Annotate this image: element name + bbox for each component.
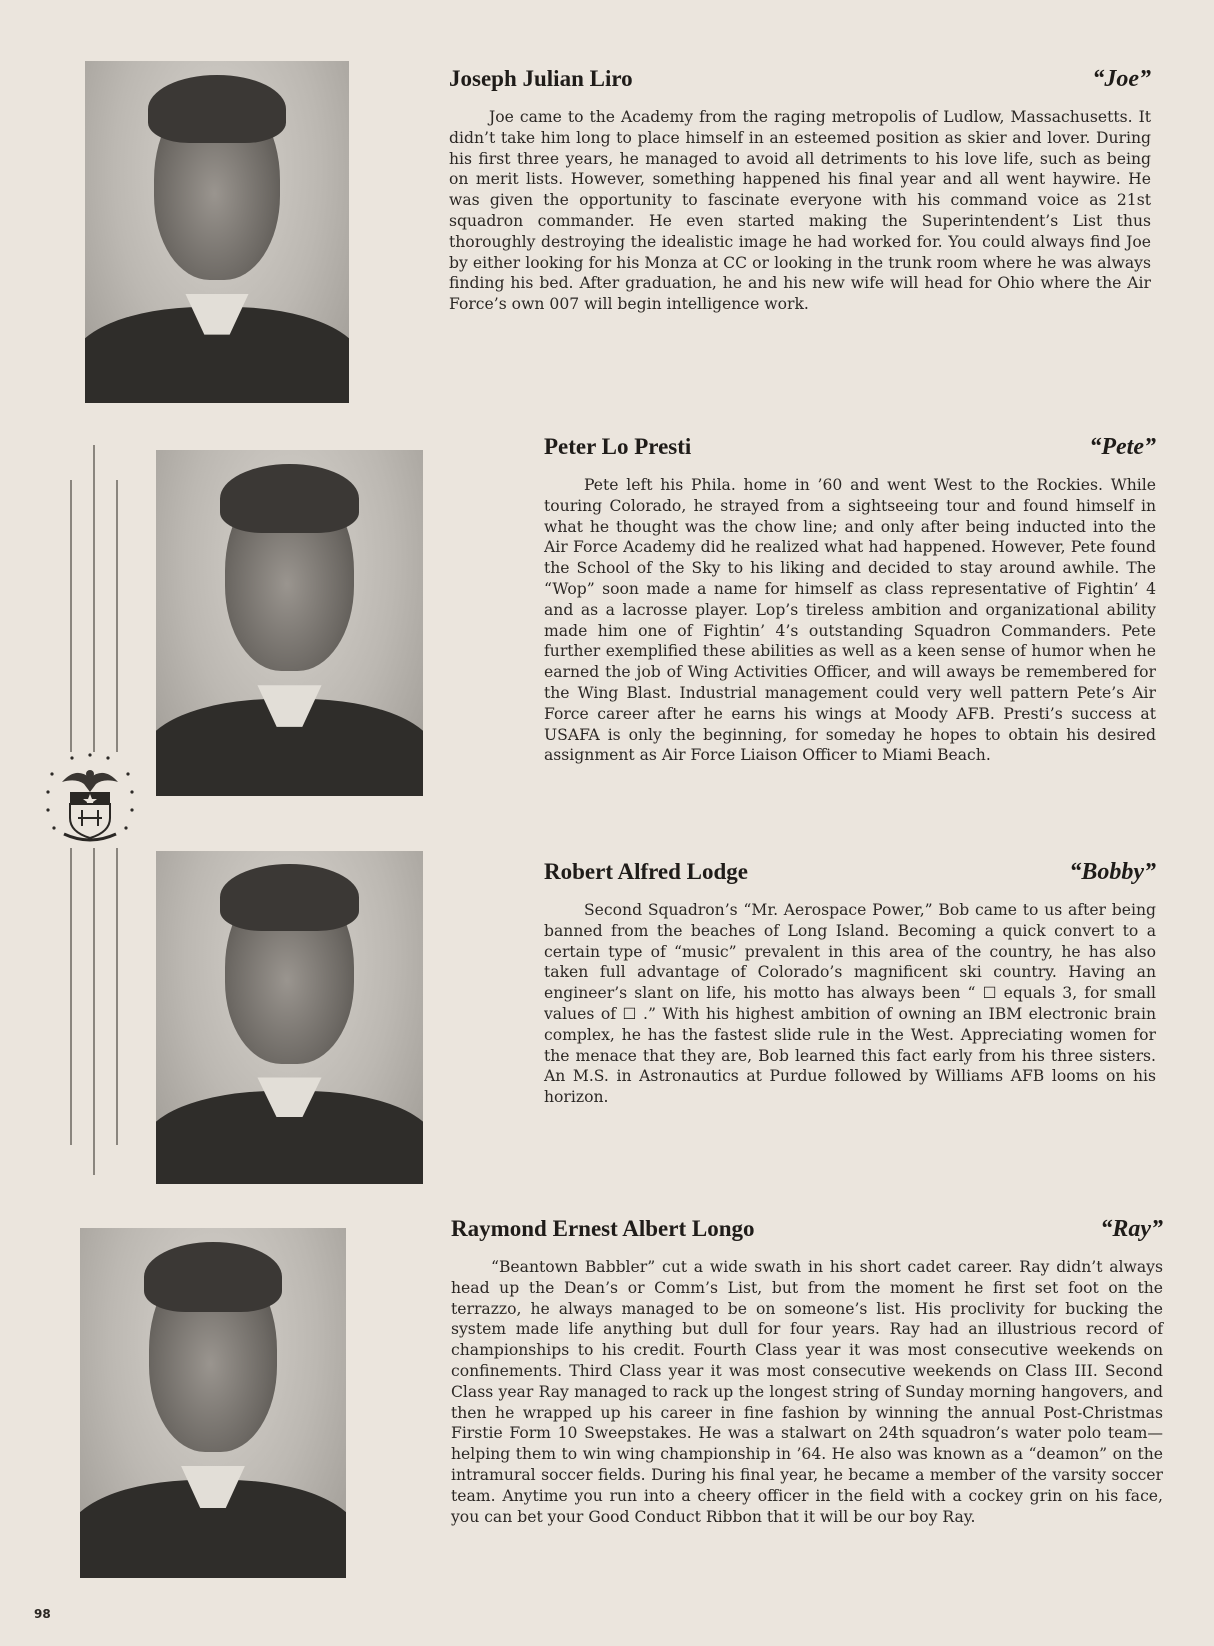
entry-header xyxy=(544,434,1156,461)
cadet-name: Raymond Ernest Albert Longo xyxy=(451,1216,755,1241)
cadet-bio: Pete left his Phila. home in ’60 and went West to the Rockies. While touring Colorado, he strayed from a sightseeing tour and found himself in what he thought was the chow line; and only after being inducted into the Air Force Academy did he realized what had happened. However, Pete found the School of the Sky to his liking and decided to stay around awhile. The “Wop” soon made a name for himself as class representative of Fightin’ 4 and as a lacrosse player. Lop’s tireless ambition and organizational ability made him one of Fightin’ 4’s outstanding Squadron Commanders. Pete further exemplified these abilities as well as a keen sense of humor when he earned the job of Wing Activities Officer, and will aways be remembered for the Wing Blast. Industrial management could very well pattern Pete’s Air Force career after he earns his wings at Moody AFB. Presti’s success at USAFA is only the beginning, for someday he hopes to obtain his desired assignment as Air Force Liaison Officer to Miami Beach. xyxy=(544,476,1156,765)
cadet-entry-lodge xyxy=(544,859,1156,1108)
cadet-photo-lo-presti xyxy=(156,450,423,796)
entry-header xyxy=(449,66,1151,93)
cadet-entry-lo-presti xyxy=(544,434,1156,766)
cadet-entry-longo xyxy=(451,1216,1163,1527)
cadet-bio: Joe came to the Academy from the raging metropolis of Ludlow, Massachusetts. It didn’t take him long to place himself in an esteemed position as skier and lover. During his first three years, he managed to avoid all detriments to his love life, such as being on merit lists. However, something happened his final year and all went haywire. He was given the opportunity to fascinate everyone with his command voice as 21st squadron commander. He even started making the Superintendent’s List thus thoroughly destroying the idealistic image he had worked for. You could always find Joe by either looking for his Monza at CC or looking in the trunk room where he was always finding his bed. After graduation, he and his new wife will head for Ohio where the Air Force’s own 007 will begin intelligence work. xyxy=(449,108,1151,314)
entry-header xyxy=(451,1216,1163,1243)
cadet-nickname: “Pete” xyxy=(1089,434,1156,460)
cadet-bio: Second Squadron’s “Mr. Aerospace Power,” Bob came to us after being banned from the beaches of Long Island. Becoming a quick convert to a certain type of “music” prevalent in this area of the country, he has also taken full advantage of Colorado’s magnificent ski country. Having an engineer’s slant on life, his motto has always been “ ☐ equals 3, for small values of ☐ .” With his highest ambition of owning an IBM electronic brain complex, he has the fastest slide rule in the West. Appreciating women for the menace that they are, Bob learned this fact early from his three sisters. An M.S. in Astronautics at Purdue followed by Williams AFB looms on his horizon. xyxy=(544,901,1156,1107)
cadet-entry-liro xyxy=(449,66,1151,315)
cadet-name: Robert Alfred Lodge xyxy=(544,859,749,884)
page-number: 98 xyxy=(34,1607,51,1621)
cadet-name: Peter Lo Presti xyxy=(544,434,692,459)
cadet-nickname: “Ray” xyxy=(1100,1216,1163,1242)
cadet-nickname: “Bobby” xyxy=(1069,859,1156,885)
cadet-photo-liro xyxy=(85,61,349,403)
cadet-photo-longo xyxy=(80,1228,346,1578)
cadet-bio: “Beantown Babbler” cut a wide swath in his short cadet career. Ray didn’t always head up the Dean’s or Comm’s List, but from the moment he first set foot on the terrazzo, he always managed to be on someone’s list. His proclivity for bucking the system made life anything but dull for four years. Ray had an illustrious record of championships to his credit. Fourth Class year it was most consecutive weekends on confinements. Third Class year it was most consecutive weekends on Class III. Second Class year Ray managed to rack up the longest string of Sunday morning hangovers, and then he wrapped up his career in fine fashion by winning the annual Post-Christmas Firstie Form 10 Sweepstakes. He was a stalwart on 24th squadron’s water polo team—helping them to win wing championship in ’64. He also was known as a “deamon” on the intramural soccer fields. During his final year, he became a member of the varsity soccer team. Anytime you run into a cheery officer in the field with a cockey grin on his face, you can bet your Good Conduct Ribbon that it will be our boy Ray. xyxy=(451,1258,1163,1526)
cadet-name: Joseph Julian Liro xyxy=(449,66,633,91)
cadet-photo-lodge xyxy=(156,851,423,1184)
academy-crest-icon xyxy=(42,752,138,848)
entry-header xyxy=(544,859,1156,886)
cadet-nickname: “Joe” xyxy=(1092,66,1151,92)
